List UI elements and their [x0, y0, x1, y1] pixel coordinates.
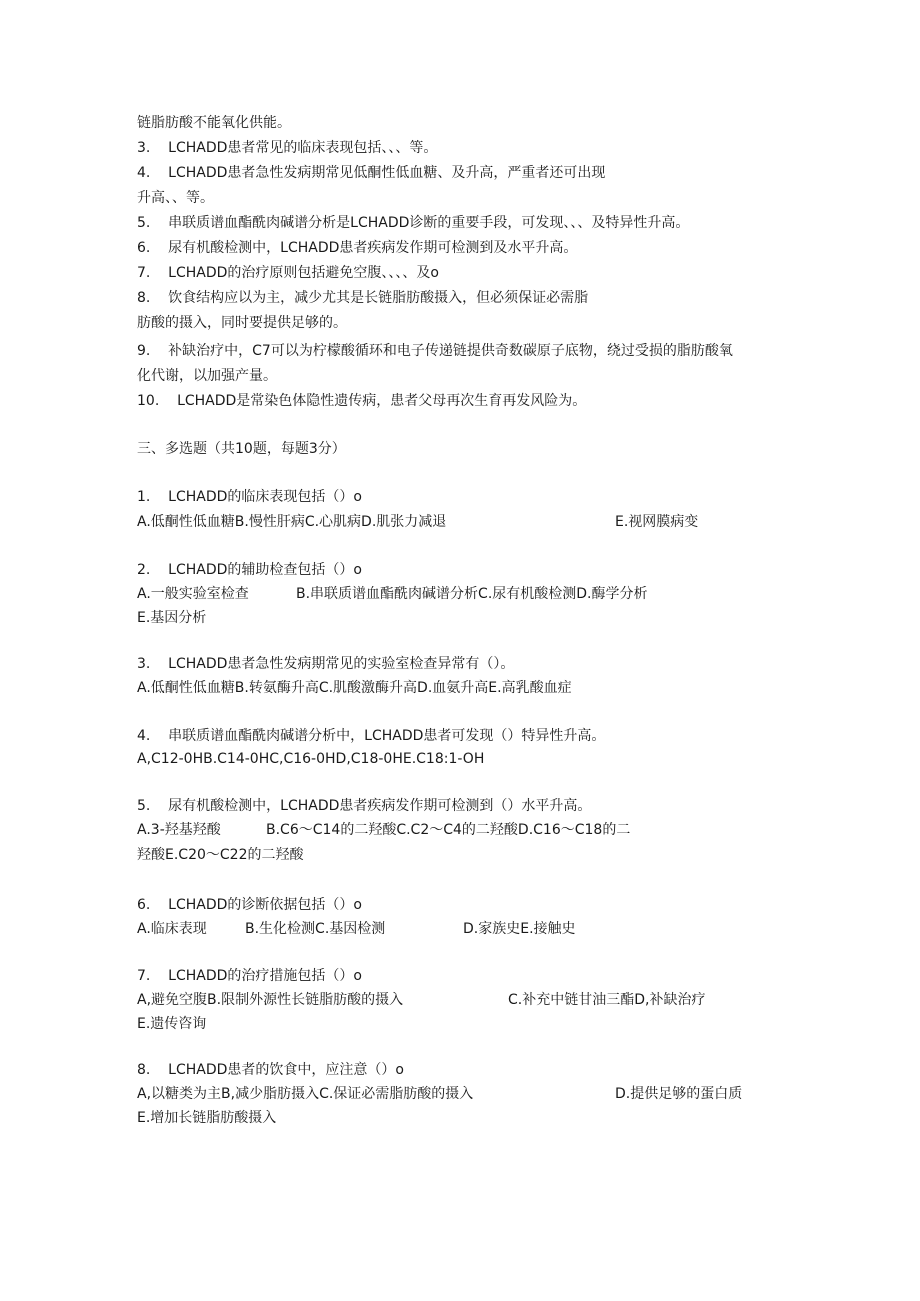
fill-in-carry-line: 链脂肪酸不能氧化供能。 [137, 115, 291, 131]
mcq-question-4-options: A,C12-0HB.C14-0HC,C16-0HD,C18-0HE.C18:1-OH [137, 751, 485, 767]
mcq-question-8-options [137, 1085, 757, 1103]
mcq-question-7-option-e: E.遗传咨询 [137, 1016, 207, 1032]
mcq-question-6-options [137, 920, 757, 938]
mcq-question-1-options [137, 513, 757, 531]
mcq-2-options-b-d: B.串联质谱血酯酰肉碱谱分析C.尿有机酸检测D.酶学分析 [296, 586, 648, 602]
mcq-6-option-a: A.临床表现 [137, 921, 207, 937]
mcq-question-2-options [137, 585, 757, 603]
mcq-question-8-stem: 8. LCHADD患者的饮食中，应注意（）o [137, 1062, 404, 1078]
mcq-question-6-stem: 6. LCHADD的诊断依据包括（）o [137, 897, 362, 913]
fill-in-question-7: 7. LCHADD的治疗原则包括避免空腹、、、、及o [137, 265, 439, 281]
fill-in-question-9: 9. 补缺治疗中，C7可以为柠檬酸循环和电子传递链提供奇数碳原子底物，绕过受损的脂肪酸氧 [137, 343, 733, 359]
mcq-question-7-options [137, 991, 757, 1009]
mcq-question-8-option-e: E.增加长链脂肪酸摄入 [137, 1110, 277, 1126]
fill-in-question-8: 8. 饮食结构应以为主，减少尤其是长链脂肪酸摄入，但必须保证必需脂 [137, 290, 589, 306]
fill-in-question-9-cont: 化代谢，以加强产量。 [137, 368, 277, 384]
mcq-question-3-stem: 3. LCHADD患者急性发病期常见的实验室检查异常有（）。 [137, 656, 515, 672]
mcq-1-options-a-d: A.低酮性低血糖B.慢性肝病C.心肌病D.肌张力减退 [137, 514, 447, 530]
section-heading-multiple-choice: 三、多选题（共10题，每题3分） [137, 441, 346, 457]
mcq-question-5-options-cont: 羟酸E.C20～C22的二羟酸 [137, 847, 304, 863]
mcq-5-option-a: A.3-羟基羟酸 [137, 822, 221, 838]
fill-in-question-6: 6. 尿有机酸检测中，LCHADD患者疾病发作期可检测到及水平升高。 [137, 240, 578, 256]
fill-in-question-5: 5. 串联质谱血酯酰肉碱谱分析是LCHADD诊断的重要手段，可发现、、、及特异性升高。 [137, 215, 690, 231]
mcq-1-option-e: E.视网膜病变 [615, 514, 699, 530]
mcq-question-5-stem: 5. 尿有机酸检测中，LCHADD患者疾病发作期可检测到（）水平升高。 [137, 798, 592, 814]
mcq-question-2-stem: 2. LCHADD的辅助检查包括（）o [137, 562, 362, 578]
mcq-question-3-options: A.低酮性低血糖B.转氨酶升高C.肌酸激酶升高D.血氨升高E.高乳酸血症 [137, 680, 572, 696]
mcq-6-options-b-c: B.生化检测C.基因检测 [245, 921, 386, 937]
mcq-7-options-c-d: C.补充中链甘油三酯D,补缺治疗 [508, 992, 706, 1008]
mcq-question-7-stem: 7. LCHADD的治疗措施包括（）o [137, 968, 362, 984]
mcq-8-options-a-c: A,以糖类为主B,减少脂肪摄入C.保证必需脂肪酸的摄入 [137, 1086, 474, 1102]
mcq-question-1-stem: 1. LCHADD的临床表现包括（）o [137, 489, 362, 505]
fill-in-question-8-cont: 肪酸的摄入，同时要提供足够的。 [137, 315, 347, 331]
mcq-question-5-options [137, 821, 757, 839]
mcq-question-4-stem: 4. 串联质谱血酯酰肉碱谱分析中，LCHADD患者可发现（）特异性升高。 [137, 728, 606, 744]
fill-in-question-10: 10. LCHADD是常染色体隐性遗传病，患者父母再次生育再发风险为。 [137, 393, 587, 409]
fill-in-question-4-cont: 升高、、等。 [137, 190, 214, 206]
fill-in-question-3: 3. LCHADD患者常见的临床表现包括、、、等。 [137, 140, 438, 156]
mcq-question-2-option-e: E.基因分析 [137, 610, 207, 626]
fill-in-question-4: 4. LCHADD患者急性发病期常见低酮性低血糖、及升高，严重者还可出现 [137, 165, 606, 181]
mcq-8-option-d: D.提供足够的蛋白质 [615, 1086, 743, 1102]
mcq-7-options-a-b: A,避免空腹B.限制外源性长链脂肪酸的摄入 [137, 992, 404, 1008]
mcq-2-option-a: A.一般实验室检查 [137, 586, 249, 602]
mcq-5-options-b-d: B.C6～C14的二羟酸C.C2～C4的二羟酸D.C16～C18的二 [266, 822, 631, 838]
mcq-6-options-d-e: D.家族史E.接触史 [463, 921, 576, 937]
